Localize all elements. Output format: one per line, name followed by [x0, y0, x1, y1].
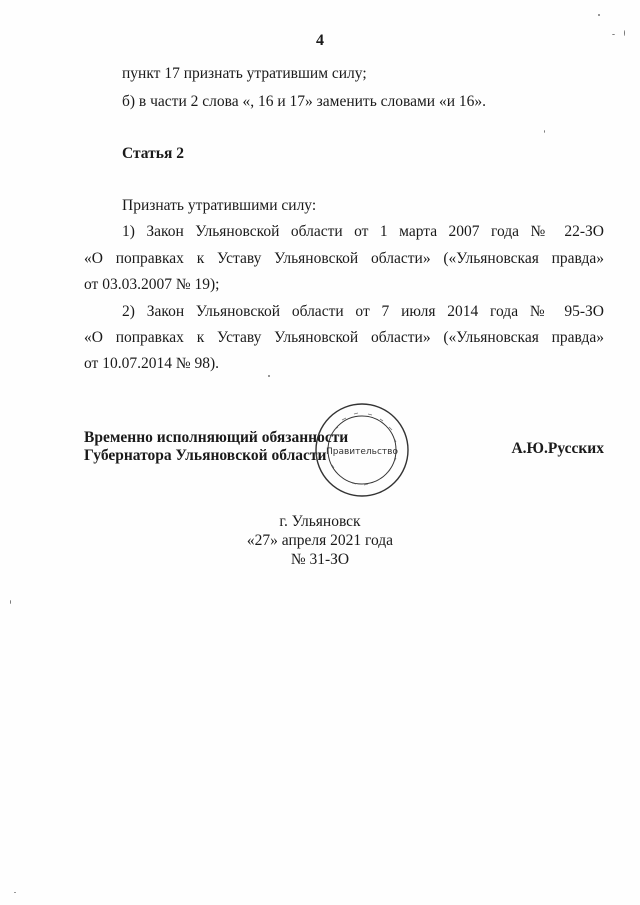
seal-label: Правительство: [326, 447, 398, 457]
footer-date: «27» апреля 2021 года: [246, 532, 394, 549]
article-heading: Статья 2: [122, 145, 184, 162]
item1-line-1: 1) Закон Ульяновской области от 1 марта 2007 года № 22-ЗО: [122, 223, 604, 240]
scan-speck: [268, 375, 270, 377]
body-line-1: пункт 17 признать утратившим силу;: [122, 65, 367, 82]
official-seal-icon: [312, 400, 412, 500]
item2-line-2: «О поправках к Уставу Ульяновской области» («Ульяновская правда»: [84, 329, 604, 346]
body-line-2: б) в части 2 слова «, 16 и 17» заменить словами «и 16».: [122, 93, 487, 110]
item2-line-3: от 10.07.2014 № 98).: [84, 355, 220, 372]
item1-line-2: «О поправках к Уставу Ульяновской области» («Ульяновская правда»: [84, 250, 604, 267]
scan-speck: [14, 892, 16, 893]
scan-speck: [598, 14, 600, 16]
scan-speck: [612, 34, 615, 35]
scan-speck: [10, 600, 11, 604]
intro-line: Признать утратившими силу:: [122, 197, 317, 214]
signer-name: А.Ю.Русских: [511, 440, 604, 457]
signer-title-line-2: Губернатора Ульяновской области: [84, 447, 327, 464]
footer-number: № 31-ЗО: [290, 551, 350, 568]
scan-speck: [624, 30, 625, 36]
page-number: 4: [316, 32, 324, 49]
item1-line-3: от 03.03.2007 № 19);: [84, 276, 220, 293]
scan-speck: [544, 130, 545, 133]
item2-line-1: 2) Закон Ульяновской области от 7 июля 2014 года № 95-ЗО: [122, 303, 604, 320]
signer-title-line-1: Временно исполняющий обязанности: [84, 429, 349, 446]
footer-city: г. Ульяновск: [279, 513, 361, 530]
